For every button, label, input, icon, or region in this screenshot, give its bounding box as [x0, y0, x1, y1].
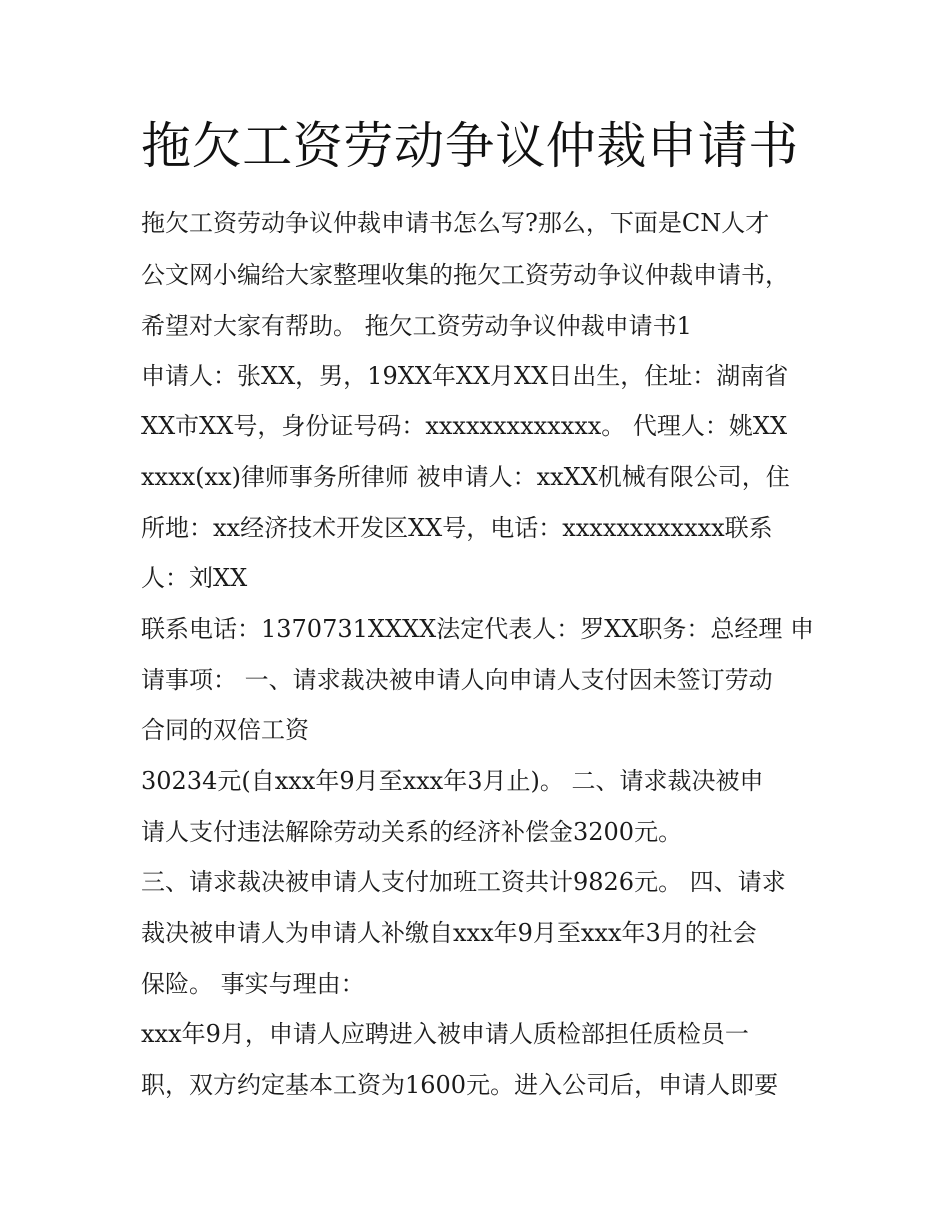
body-line: 申请人：张XX，男，19XX年XX月XX日出生，住址：湖南省 — [141, 362, 789, 390]
body-line: 裁决被申请人为申请人补缴自xxx年9月至xxx年3月的社会 — [141, 919, 757, 947]
body-line: 三、请求裁决被申请人支付加班工资共计9826元。 四、请求 — [141, 868, 786, 896]
body-line: 请人支付违法解除劳动关系的经济补偿金3200元。 — [141, 818, 683, 846]
document-title: 拖欠工资劳动争议仲裁申请书 — [141, 117, 799, 175]
body-line: 职，双方约定基本工资为1600元。进入公司后，申请人即要 — [141, 1071, 779, 1099]
body-line: xxx年9月，申请人应聘进入被申请人质检部担任质检员一 — [141, 1020, 749, 1048]
body-line: 联系电话：1370731XXXX法定代表人：罗XX职务：总经理 申 — [141, 615, 815, 643]
body-line: 30234元(自xxx年9月至xxx年3月止)。 二、请求裁决被申 — [141, 767, 764, 795]
body-line: 人：刘XX — [141, 564, 248, 592]
body-line: 公文网小编给大家整理收集的拖欠工资劳动争议仲裁申请书， — [141, 261, 789, 289]
body-line: 希望对大家有帮助。 拖欠工资劳动争议仲裁申请书1 — [141, 312, 692, 340]
body-line: XX市XX号，身份证号码：xxxxxxxxxxxxx。 代理人：姚XX — [141, 412, 788, 440]
body-line: xxxx(xx)律师事务所律师 被申请人：xxXX机械有限公司，住 — [141, 463, 790, 491]
body-line: 请事项： 一、请求裁决被申请人向申请人支付因未签订劳动 — [141, 666, 773, 694]
body-line: 合同的双倍工资 — [141, 716, 309, 744]
body-line: 拖欠工资劳动争议仲裁申请书怎么写?那么，下面是CN人才 — [141, 209, 770, 237]
body-line: 保险。 事实与理由： — [141, 970, 365, 998]
body-line: 所地：xx经济技术开发区XX号，电话：xxxxxxxxxxxx联系 — [141, 514, 773, 542]
